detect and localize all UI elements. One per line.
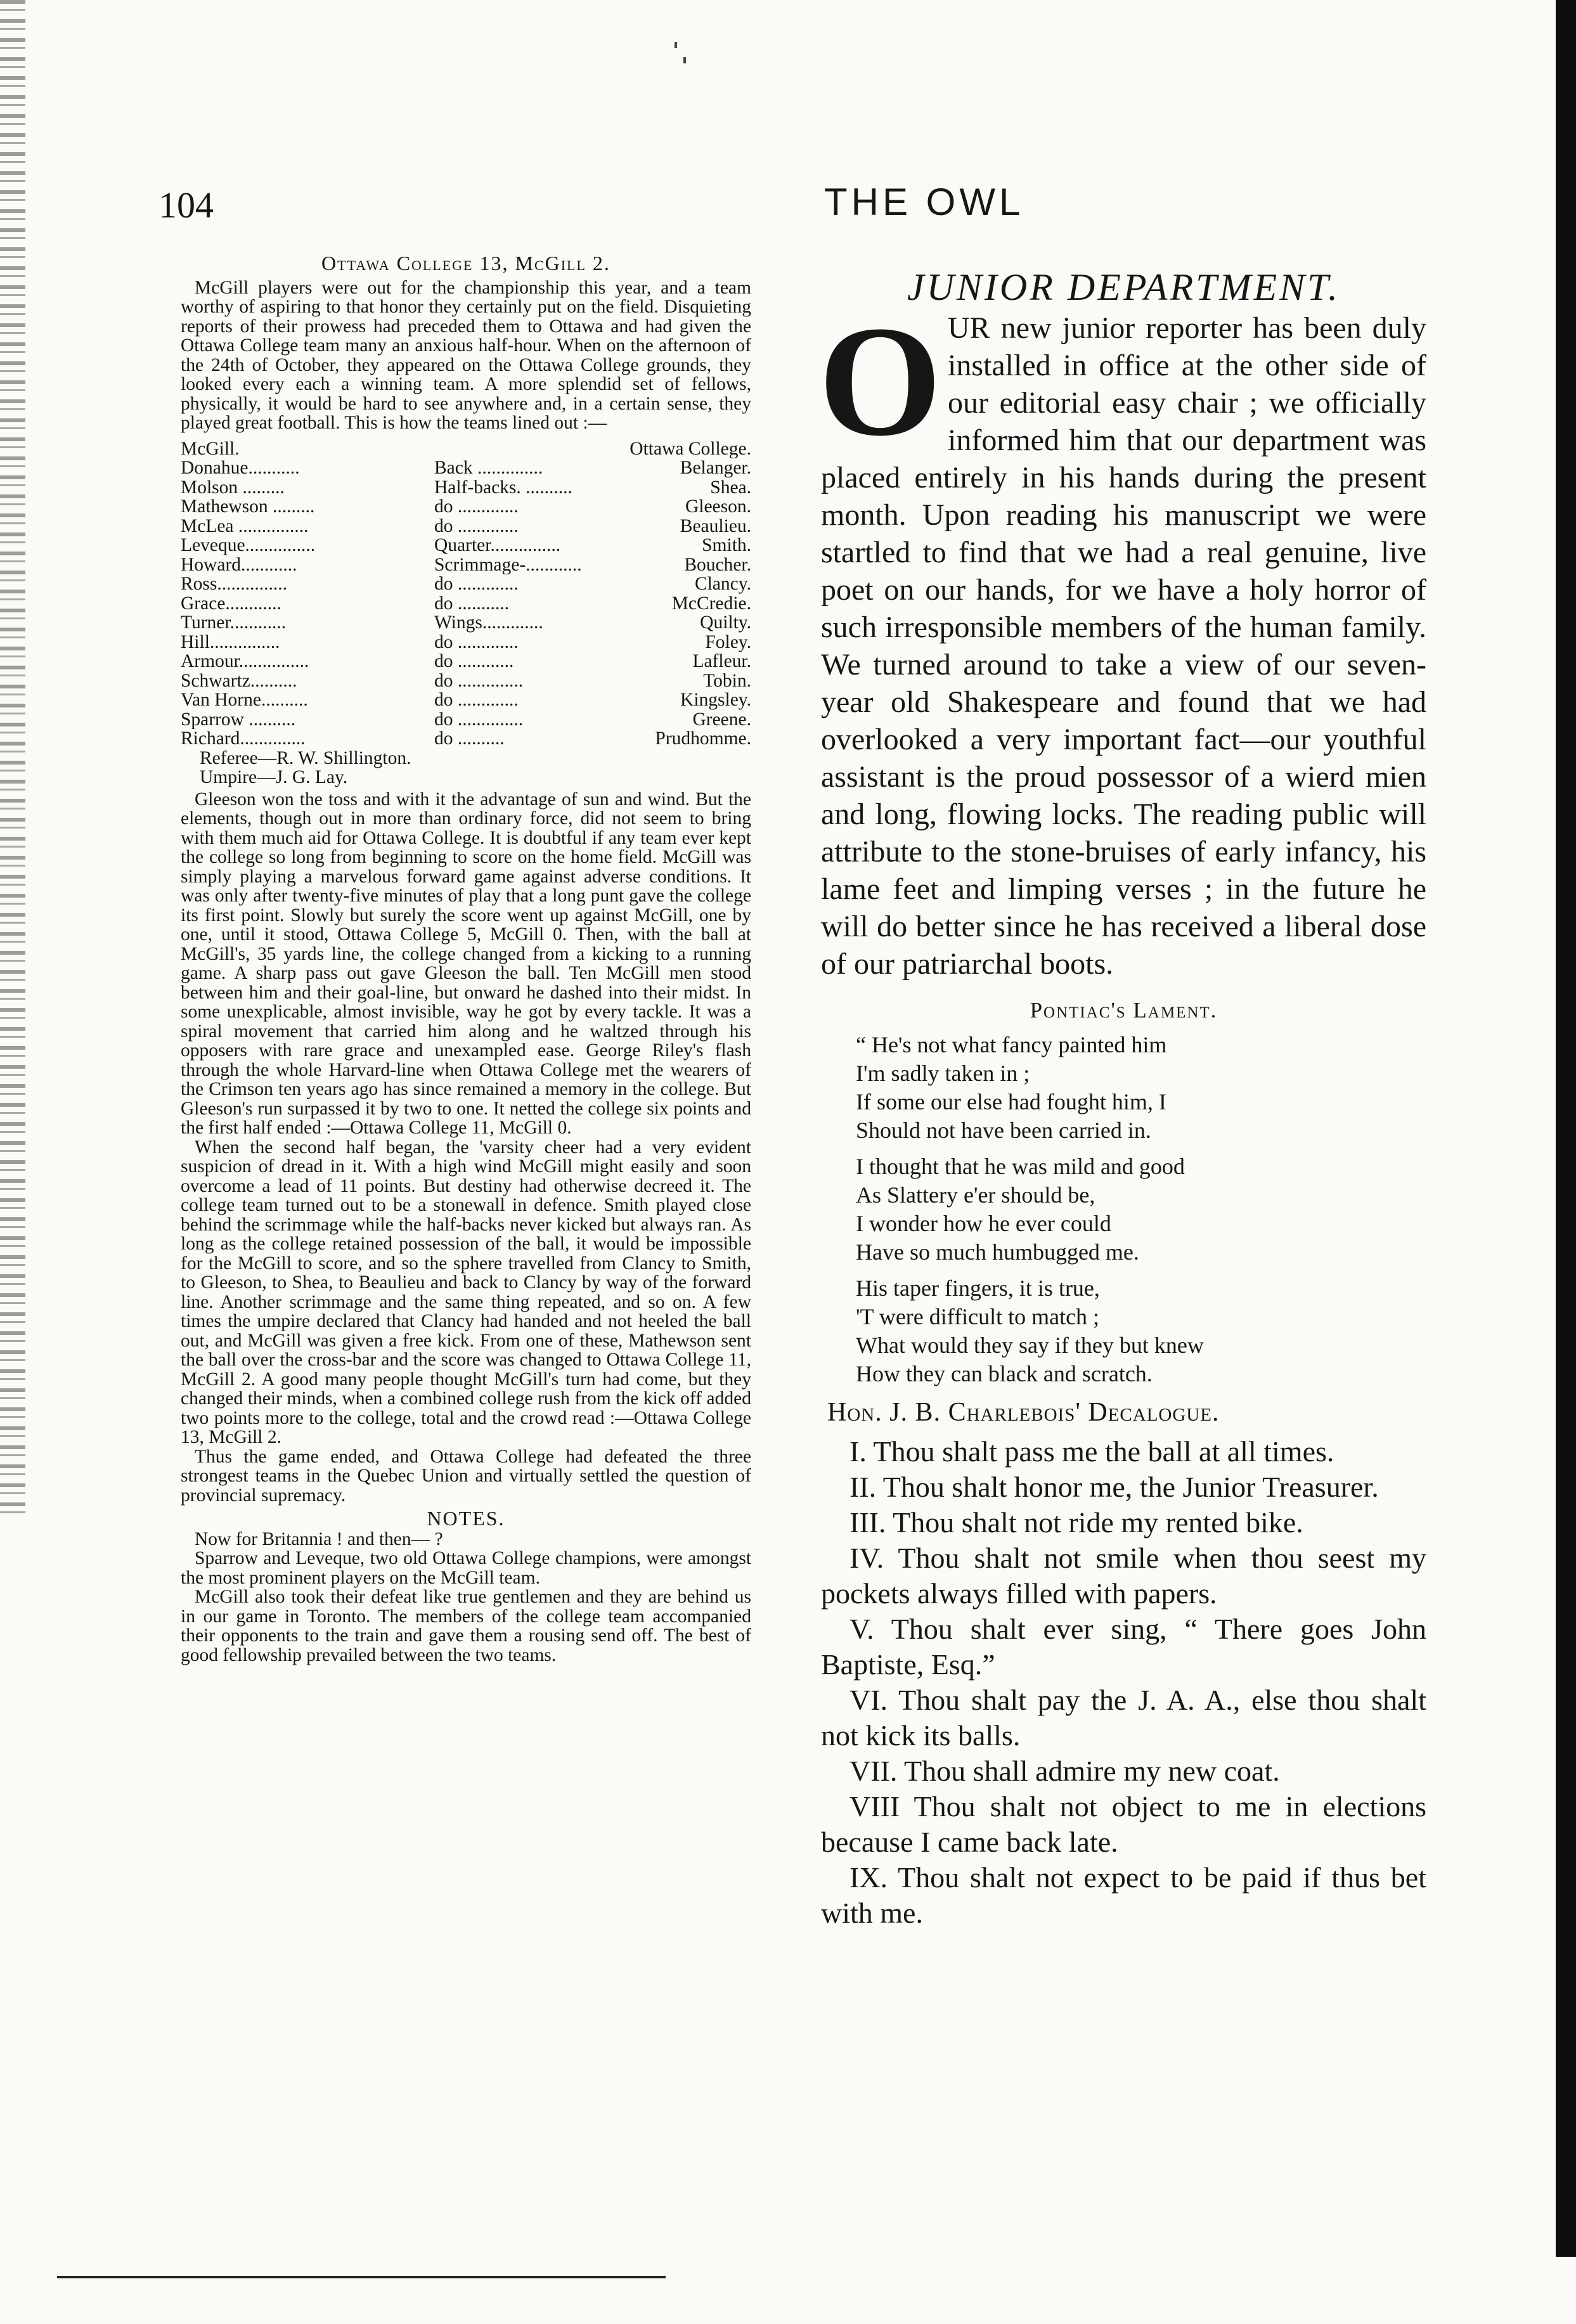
mcgill-player: Richard.............. xyxy=(181,729,306,749)
ottawa-player: Quilty. xyxy=(700,613,751,633)
page-number: 104 xyxy=(158,184,214,226)
lineup-row xyxy=(181,497,751,517)
ottawa-player: Clancy. xyxy=(694,574,751,594)
poem-stanza xyxy=(856,1152,1426,1267)
mcgill-player: Armour............... xyxy=(181,652,309,671)
ottawa-player: Kingsley. xyxy=(680,690,751,710)
poem-stanza xyxy=(856,1031,1426,1145)
mcgill-player: Sparrow .......... xyxy=(181,709,296,729)
position: do ............. xyxy=(434,516,519,536)
position: do .............. xyxy=(434,671,524,690)
lineup-row xyxy=(181,574,751,594)
ottawa-player: Shea. xyxy=(710,477,751,497)
ottawa-player: McCredie. xyxy=(671,593,751,613)
referee-line: Referee—R. W. Shillington. xyxy=(200,747,411,768)
poem-line: I'm sadly taken in ; xyxy=(856,1061,1030,1086)
lineup-row xyxy=(181,710,751,730)
mcgill-player: Van Horne.......... xyxy=(181,690,308,710)
poem-line: Should not have been carried in. xyxy=(856,1118,1151,1143)
ottawa-player: Boucher. xyxy=(684,555,751,574)
bottom-rule xyxy=(57,2276,666,2278)
lineup-header-ottawa: Ottawa College. xyxy=(630,439,751,458)
lineup-row xyxy=(181,555,751,575)
position: do .......... xyxy=(434,729,505,749)
ottawa-player: Beaulieu. xyxy=(680,516,751,536)
note-item: Now for Britannia ! and then— ? xyxy=(195,1528,443,1549)
mcgill-player: Howard............ xyxy=(181,555,297,574)
poem-line: 'T were difficult to match ; xyxy=(856,1304,1100,1329)
ink-specks xyxy=(672,38,697,76)
ottawa-player: Smith. xyxy=(702,536,751,555)
page-edge-shadow xyxy=(1556,0,1576,2257)
commandment: V. Thou shalt ever sing, “ There goes John Baptiste, Esq.” xyxy=(821,1613,1426,1681)
position: do ............. xyxy=(434,497,519,517)
position: Scrimmage-............ xyxy=(434,555,582,574)
commandment: III. Thou shalt not ride my rented bike. xyxy=(849,1506,1303,1539)
position: Half-backs. .......... xyxy=(434,477,572,497)
lineup-header-mcgill: McGill. xyxy=(181,439,240,458)
mcgill-player: Schwartz.......... xyxy=(181,671,297,690)
commandment: VIII Thou shalt not object to me in elections because I came back late. xyxy=(821,1790,1426,1858)
report-paragraph-conclusion: Thus the game ended, and Ottawa College had defeated the three strongest teams in the Quebec Union and virtually settled the question of provincial supremacy. xyxy=(181,1446,751,1506)
poem-title: Pontiac's Lament. xyxy=(1030,998,1218,1023)
editorial-intro xyxy=(818,294,1426,983)
article-intro: McGill players were out for the championship this year, and a team worthy of aspiring to that honor they certainly put on the field. Disquieting reports of their prowess had preceded them to Ottawa and had given the Ottawa College team many an anxious half-hour. When on the afternoon of the 24th of October, they appeared on the Ottawa College grounds, they looked every each a winning team. A more splendid set of fellows, physically, it would be hard to see anywhere and, in a certain sense, they played great football. This is how the teams lined out :— xyxy=(181,277,751,433)
lineup-row xyxy=(181,652,751,671)
commandment: VII. Thou shall admire my new coat. xyxy=(849,1755,1280,1787)
team-lineup-table xyxy=(181,439,751,787)
ottawa-player: Foley. xyxy=(705,632,751,652)
commandment: IX. Thou shalt not expect to be paid if thus bet with me. xyxy=(821,1861,1426,1929)
left-column-article xyxy=(181,254,751,1665)
mcgill-player: Leveque............... xyxy=(181,536,316,555)
lineup-row xyxy=(181,690,751,710)
poem-line: I thought that he was mild and good xyxy=(856,1154,1185,1179)
mcgill-player: Molson ......... xyxy=(181,477,285,497)
mcgill-player: Turner............ xyxy=(181,613,287,633)
mcgill-player: Donahue........... xyxy=(181,458,300,478)
ottawa-player: Tobin. xyxy=(703,671,751,690)
ottawa-player: Gleeson. xyxy=(685,497,751,517)
position: Wings............. xyxy=(434,613,543,633)
position: do ............. xyxy=(434,632,519,652)
lineup-row xyxy=(181,729,751,749)
drop-cap: O xyxy=(818,294,942,469)
poem xyxy=(821,1031,1426,1388)
position: do ............ xyxy=(434,652,514,671)
poem-stanza xyxy=(856,1274,1426,1388)
notes-heading: NOTES. xyxy=(427,1507,505,1530)
position: do ........... xyxy=(434,593,509,613)
right-column-junior-department xyxy=(818,266,1426,1931)
lineup-row xyxy=(181,458,751,478)
officials xyxy=(181,749,751,787)
poem-line: I wonder how he ever could xyxy=(856,1211,1111,1236)
lineup-row xyxy=(181,671,751,691)
position: do ............. xyxy=(434,574,519,594)
position: do ............. xyxy=(434,690,519,710)
ottawa-player: Belanger. xyxy=(680,458,751,478)
journal-title: THE OWL xyxy=(824,181,1024,223)
commandment: II. Thou shalt honor me, the Junior Treasurer. xyxy=(849,1471,1379,1503)
lineup-row xyxy=(181,536,751,555)
commandment: IV. Thou shalt not smile when thou seest my pockets always filled with papers. xyxy=(821,1542,1426,1610)
mcgill-player: McLea ............... xyxy=(181,516,309,536)
position: Back .............. xyxy=(434,458,543,478)
poem-line: His taper fingers, it is true, xyxy=(856,1275,1100,1301)
mcgill-player: Hill............... xyxy=(181,632,280,652)
mcgill-player: Grace............ xyxy=(181,593,281,613)
poem-line: How they can black and scratch. xyxy=(856,1361,1153,1386)
report-paragraph-second-half: When the second half began, the 'varsity cheer had a very evident suspicion of dread in it. With a high wind McGill might easily and soon overcome a lead of 11 points. But destiny had otherwise decreed it. The college team turned out to be a stonewall in defence. Smith played close behind the scrimmage while the half-backs never kicked but always ran. As long as the college retained possession of the ball, it would be impossible for the McGill to score, and so the sphere travelled from Clancy to Smith, to Gleeson, to Shea, to Beaulieu and back to Clancy by way of the forward line. Another scrimmage and the same thing repeated, and so on. A few times the umpire declared that Clancy had handed and not heeled the ball out, and McGill was given a free kick. From one of these, Mathewson sent the ball over the cross-bar and the score was changed to Ottawa College 11, McGill 2. A good many people thought McGill's turn had come, but they changed their minds, when a combined college rush from the kick off added two points more to the college, total and the crowd read :—Ottawa College 13, McGill 2. xyxy=(181,1137,751,1447)
poem-line: If some our else had fought him, I xyxy=(856,1089,1166,1114)
report-paragraph-first-half: Gleeson won the toss and with it the advantage of sun and wind. But the elements, though out in more than ordinary force, did not seem to bring with them much aid for Ottawa College. It is doubtful if any team ever kept the college so long from beginning to score on the home field. McGill was simply playing a marvelous forward game against adverse conditions. It was only after twenty-five minutes of play that a long punt gave the college its first point. Slowly but surely the score went up against McGill, one by one, until it stood, Ottawa College 5, McGill 0. Then, with the ball at McGill's, 35 yards line, the college changed from a kicking to a running game. A sharp pass out gave Gleeson the ball. Ten McGill men stood between him and their goal-line, but onward he dashed into their midst. In some unexplicable, almost invisible, way he got by every tackle. It was a spiral movement that carried him along and he waltzed through his opposers with rare grace and unexampled ease. George Riley's flash through the whole Harvard-line when Ottawa College met the wearers of the Crimson ten years ago has since remained a memory in the college. But Gleeson's run surpassed it by two to one. It netted the college six points and the first half ended :—Ottawa College 11, McGill 0. xyxy=(181,789,751,1138)
section-heading: JUNIOR DEPARTMENT. xyxy=(907,266,1341,308)
position: Quarter............... xyxy=(434,536,561,555)
poem-line: “ He's not what fancy painted him xyxy=(856,1032,1167,1057)
ottawa-player: Prudhomme. xyxy=(655,729,751,749)
mcgill-player: Mathewson ......... xyxy=(181,497,315,517)
note-item: McGill also took their defeat like true gentlemen and they are behind us in our game in Toronto. The members of the college team accompanied their opponents to the train and gave them a rousing send off. The best of good fellowship prevailed between the two teams. xyxy=(181,1587,751,1665)
note-item: Sparrow and Leveque, two old Ottawa College champions, were amongst the most prominent players on the McGill team. xyxy=(181,1548,751,1588)
ottawa-player: Lafleur. xyxy=(692,652,751,671)
lineup-row xyxy=(181,517,751,536)
lineup-row xyxy=(181,633,751,652)
poem-line: What would they say if they but knew xyxy=(856,1333,1204,1358)
intro-paragraph: UR new junior reporter has been duly installed in office at the other side of our editorial easy chair ; we officially informed him that our department was placed entirely in his hands during the present month. Upon reading his manuscript we were startled to find that we had a real genuine, live poet on our hands, for we have a holy horror of such irresponsible members of the human family. We turned around to take a view of our seven-year old Shakespeare and found that we had overlooked a very important fact—our youthful assistant is the proud possessor of a wierd mien and long, flowing locks. The reading public will attribute to the stone-bruises of early infancy, his lame feet and limping verses ; in the future he will do better since he has received a liberal dose of our patriarchal boots. xyxy=(821,311,1426,981)
lineup-row xyxy=(181,594,751,614)
mcgill-player: Ross............... xyxy=(181,574,288,594)
commandment: I. Thou shalt pass me the ball at all times. xyxy=(849,1435,1334,1468)
article-heading: Ottawa College 13, McGill 2. xyxy=(321,252,610,274)
ottawa-player: Greene. xyxy=(692,709,751,729)
poem-line: As Slattery e'er should be, xyxy=(856,1182,1095,1208)
decalogue-heading: Hon. J. B. Charlebois' Decalogue. xyxy=(827,1398,1220,1427)
lineup-header-row xyxy=(181,439,751,459)
lineup-row xyxy=(181,478,751,498)
position: do .............. xyxy=(434,709,524,729)
binding-edge xyxy=(0,0,25,1521)
umpire-line: Umpire—J. G. Lay. xyxy=(200,767,348,787)
running-header xyxy=(158,181,1521,235)
commandment: VI. Thou shalt pay the J. A. A., else thou shalt not kick its balls. xyxy=(821,1684,1426,1752)
poem-line: Have so much humbugged me. xyxy=(856,1239,1139,1265)
lineup-row xyxy=(181,613,751,633)
